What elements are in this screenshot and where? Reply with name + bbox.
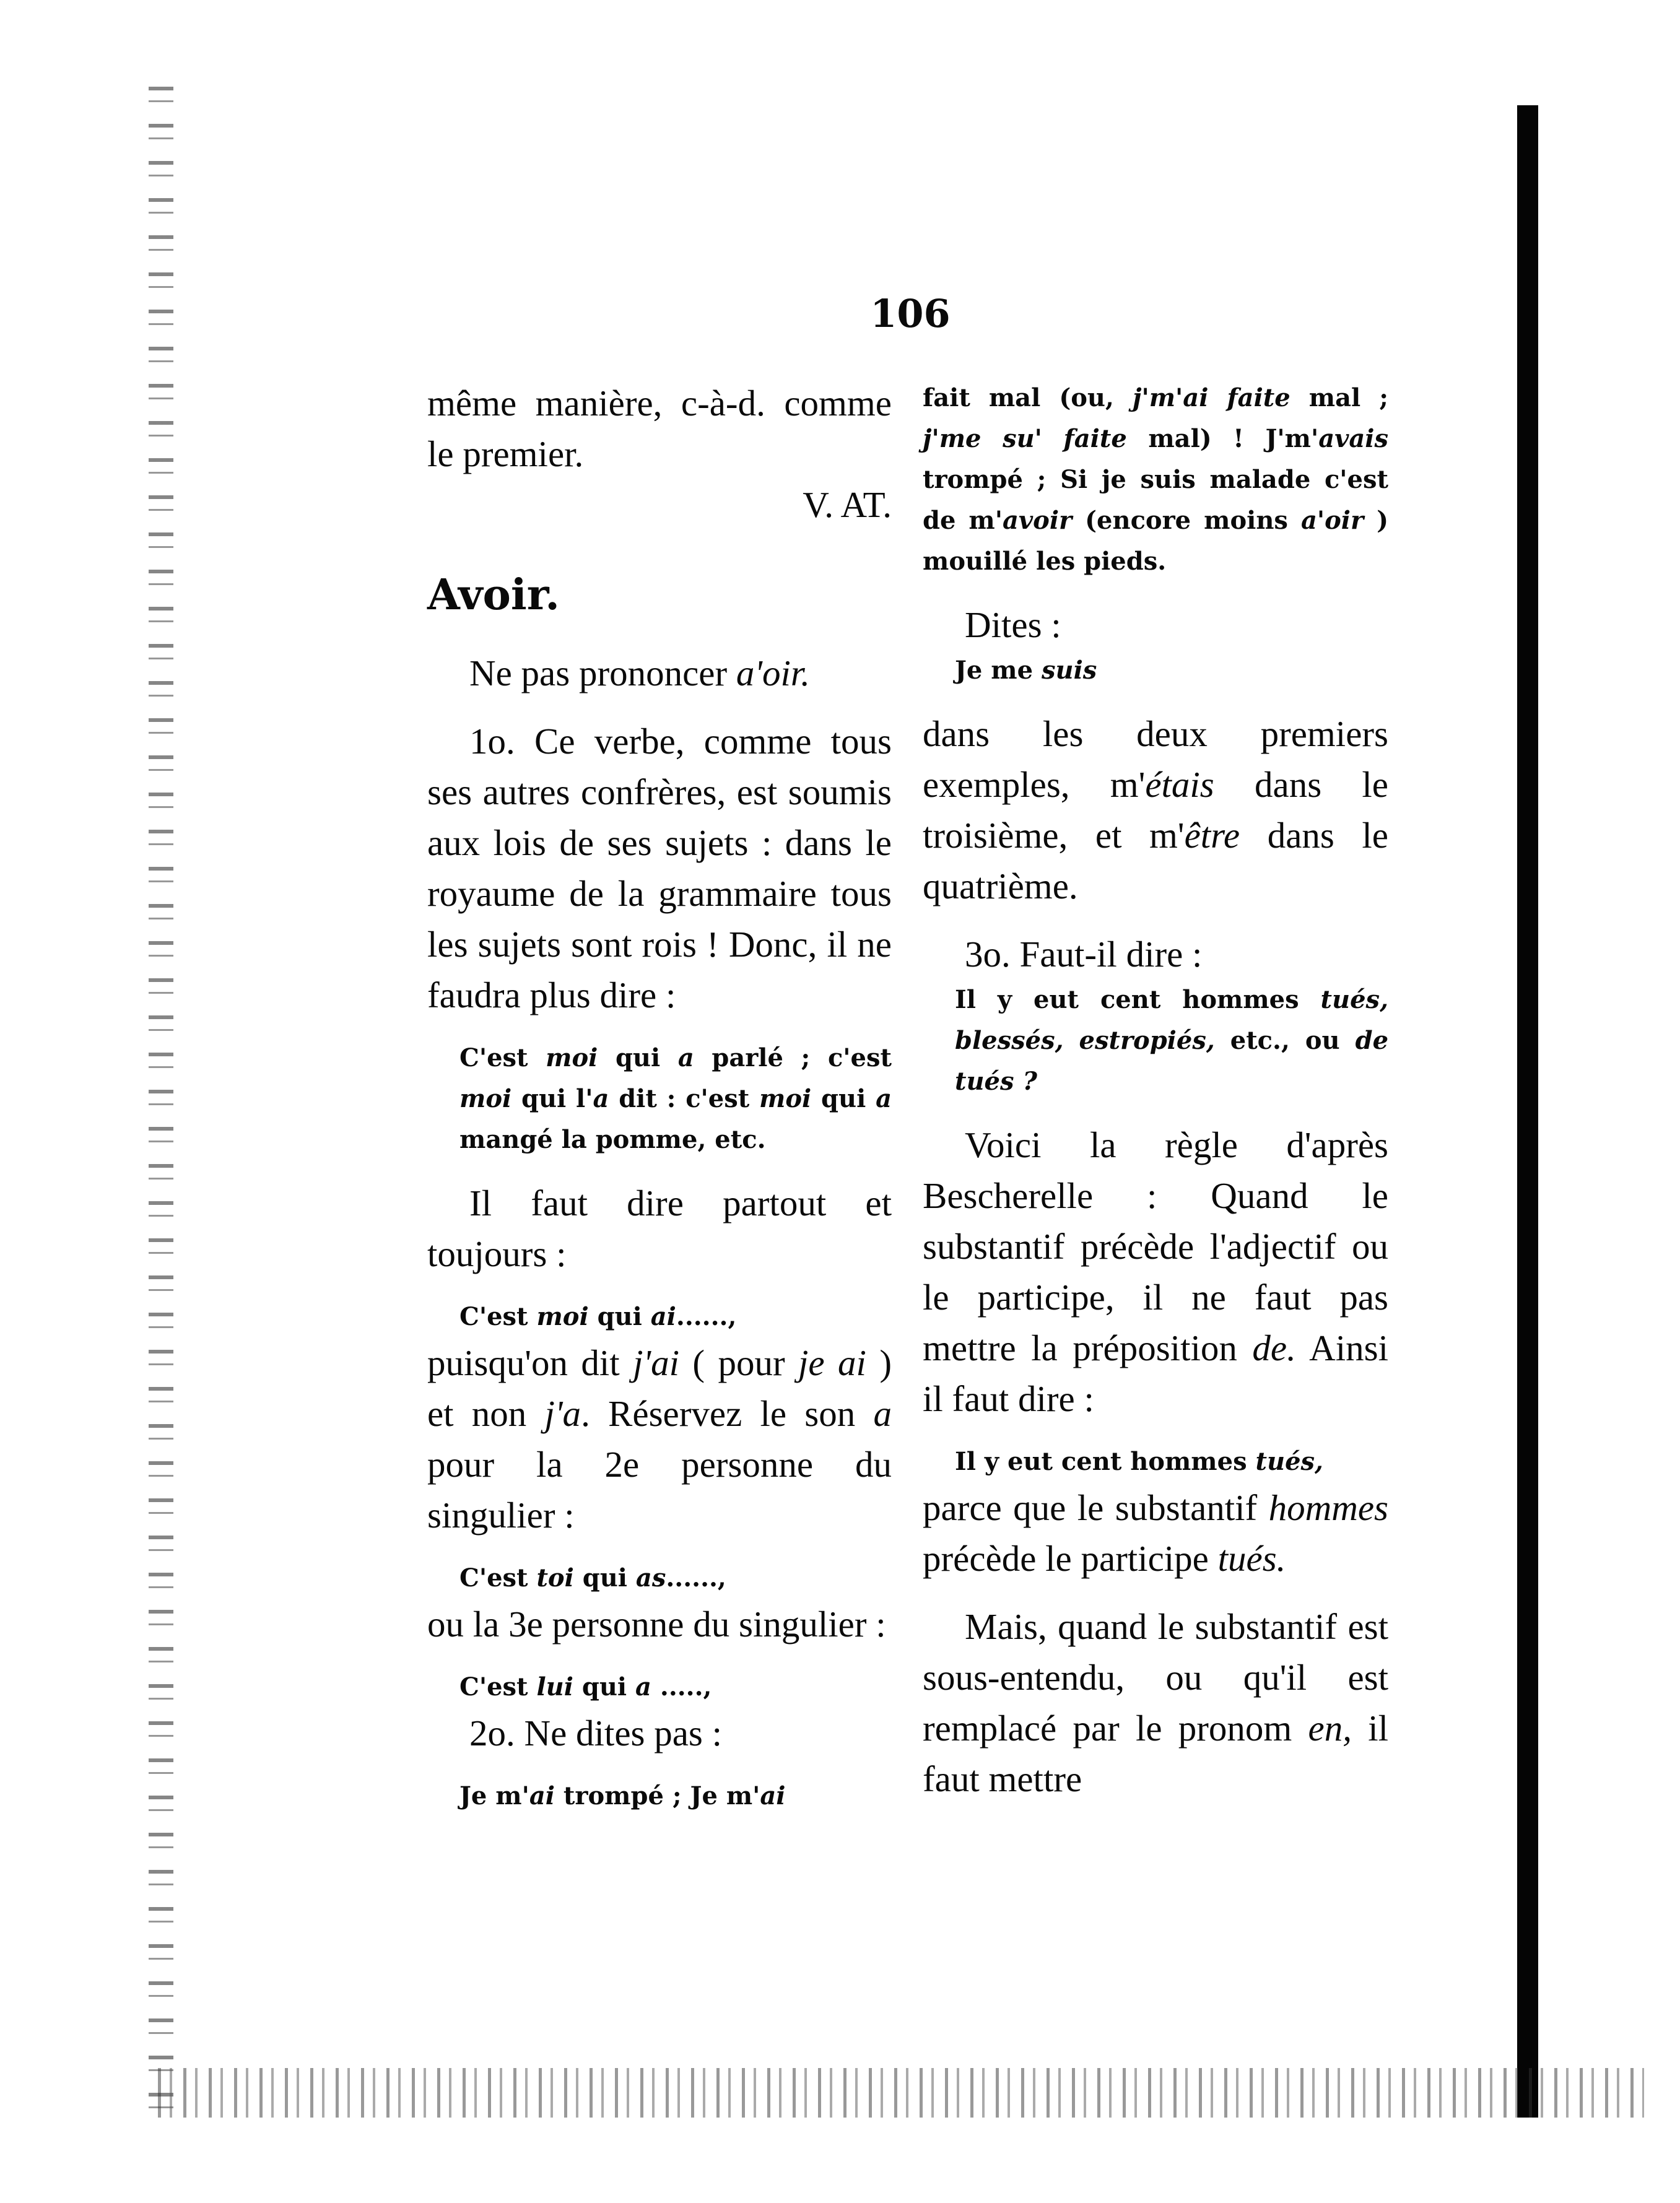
- paragraph-rule-3: 3o. Faut-il dire :: [965, 934, 1203, 975]
- paragraph-reason: parce que le substantif hommes précède le participe tués.: [923, 1487, 1388, 1579]
- example-toi-qui-as: C'est toi qui as......,: [459, 1563, 726, 1593]
- paragraph-always: Il faut dire partout et toujours :: [427, 1183, 892, 1274]
- example-moi-qui-ai: C'est moi qui ai......,: [459, 1302, 737, 1331]
- paragraph-continuation: même manière, c-à-d. comme le premier.: [427, 383, 892, 474]
- paragraph-explanation: dans les deux premiers exemples, m'étais dans le troisième, et m'être dans le quatrième.: [923, 713, 1388, 906]
- paragraph-but-when: Mais, quand le substantif est sous-entendu, ou qu'il est remplacé par le pronom en, il faut mettre: [923, 1606, 1388, 1799]
- example-correct-form: Il y eut cent hommes tués,: [955, 1447, 1323, 1476]
- paragraph-bescherelle-rule: Voici la règle d'après Bescherelle : Quand le substantif précède l'adjectif ou le participe, il ne faut pas mettre la préposition de. Ainsi il faut dire :: [923, 1124, 1388, 1419]
- scan-spine-bar: [1517, 105, 1538, 2118]
- author-signature: V. AT.: [803, 484, 892, 525]
- paragraph-rule-2: 2o. Ne dites pas :: [469, 1713, 723, 1753]
- scan-left-edge: [149, 87, 173, 2118]
- paragraph-dites: Dites :: [965, 604, 1061, 645]
- example-hommes-tues: Il y eut cent hommes tués, blessés, estropiés, etc., ou de tués ?: [955, 985, 1389, 1096]
- page-number: 106: [870, 291, 951, 336]
- section-heading: Avoir.: [427, 570, 560, 620]
- right-column: [923, 378, 1388, 1804]
- example-wrong-forms: C'est moi qui a parlé ; c'est moi qui l'a dit : c'est moi qui a mangé la pomme, etc.: [459, 1043, 892, 1154]
- paragraph-rule-1: 1o. Ce verbe, comme tous ses autres confrères, est soumis aux lois de ses sujets : dans le royaume de la grammaire tous les sujets sont rois ! Donc, il ne faudra plus dire :: [427, 721, 892, 1015]
- example-je-mai: Je m'ai trompé ; Je m'ai: [459, 1781, 786, 1810]
- example-continued: fait mal (ou, j'm'ai faite mal ; j'me su' faite mal) ! J'm'avais trompé ; Si je suis malade c'est de m'avoir (encore moins a'oir ) mouillé les pieds.: [923, 383, 1389, 576]
- paragraph-pronunciation: Ne pas prononcer a'oir.: [469, 653, 811, 693]
- paragraph-because: puisqu'on dit j'ai ( pour je ai ) et non j'a. Réservez le son a pour la 2e personne du singulier :: [427, 1342, 892, 1536]
- example-lui-qui-a: C'est lui qui a .....,: [459, 1672, 712, 1701]
- example-je-me-suis: Je me suis: [955, 656, 1097, 685]
- scan-bottom-edge: [158, 2068, 1644, 2118]
- paragraph-third-person: ou la 3e personne du singulier :: [427, 1604, 886, 1645]
- left-column: [427, 378, 892, 1817]
